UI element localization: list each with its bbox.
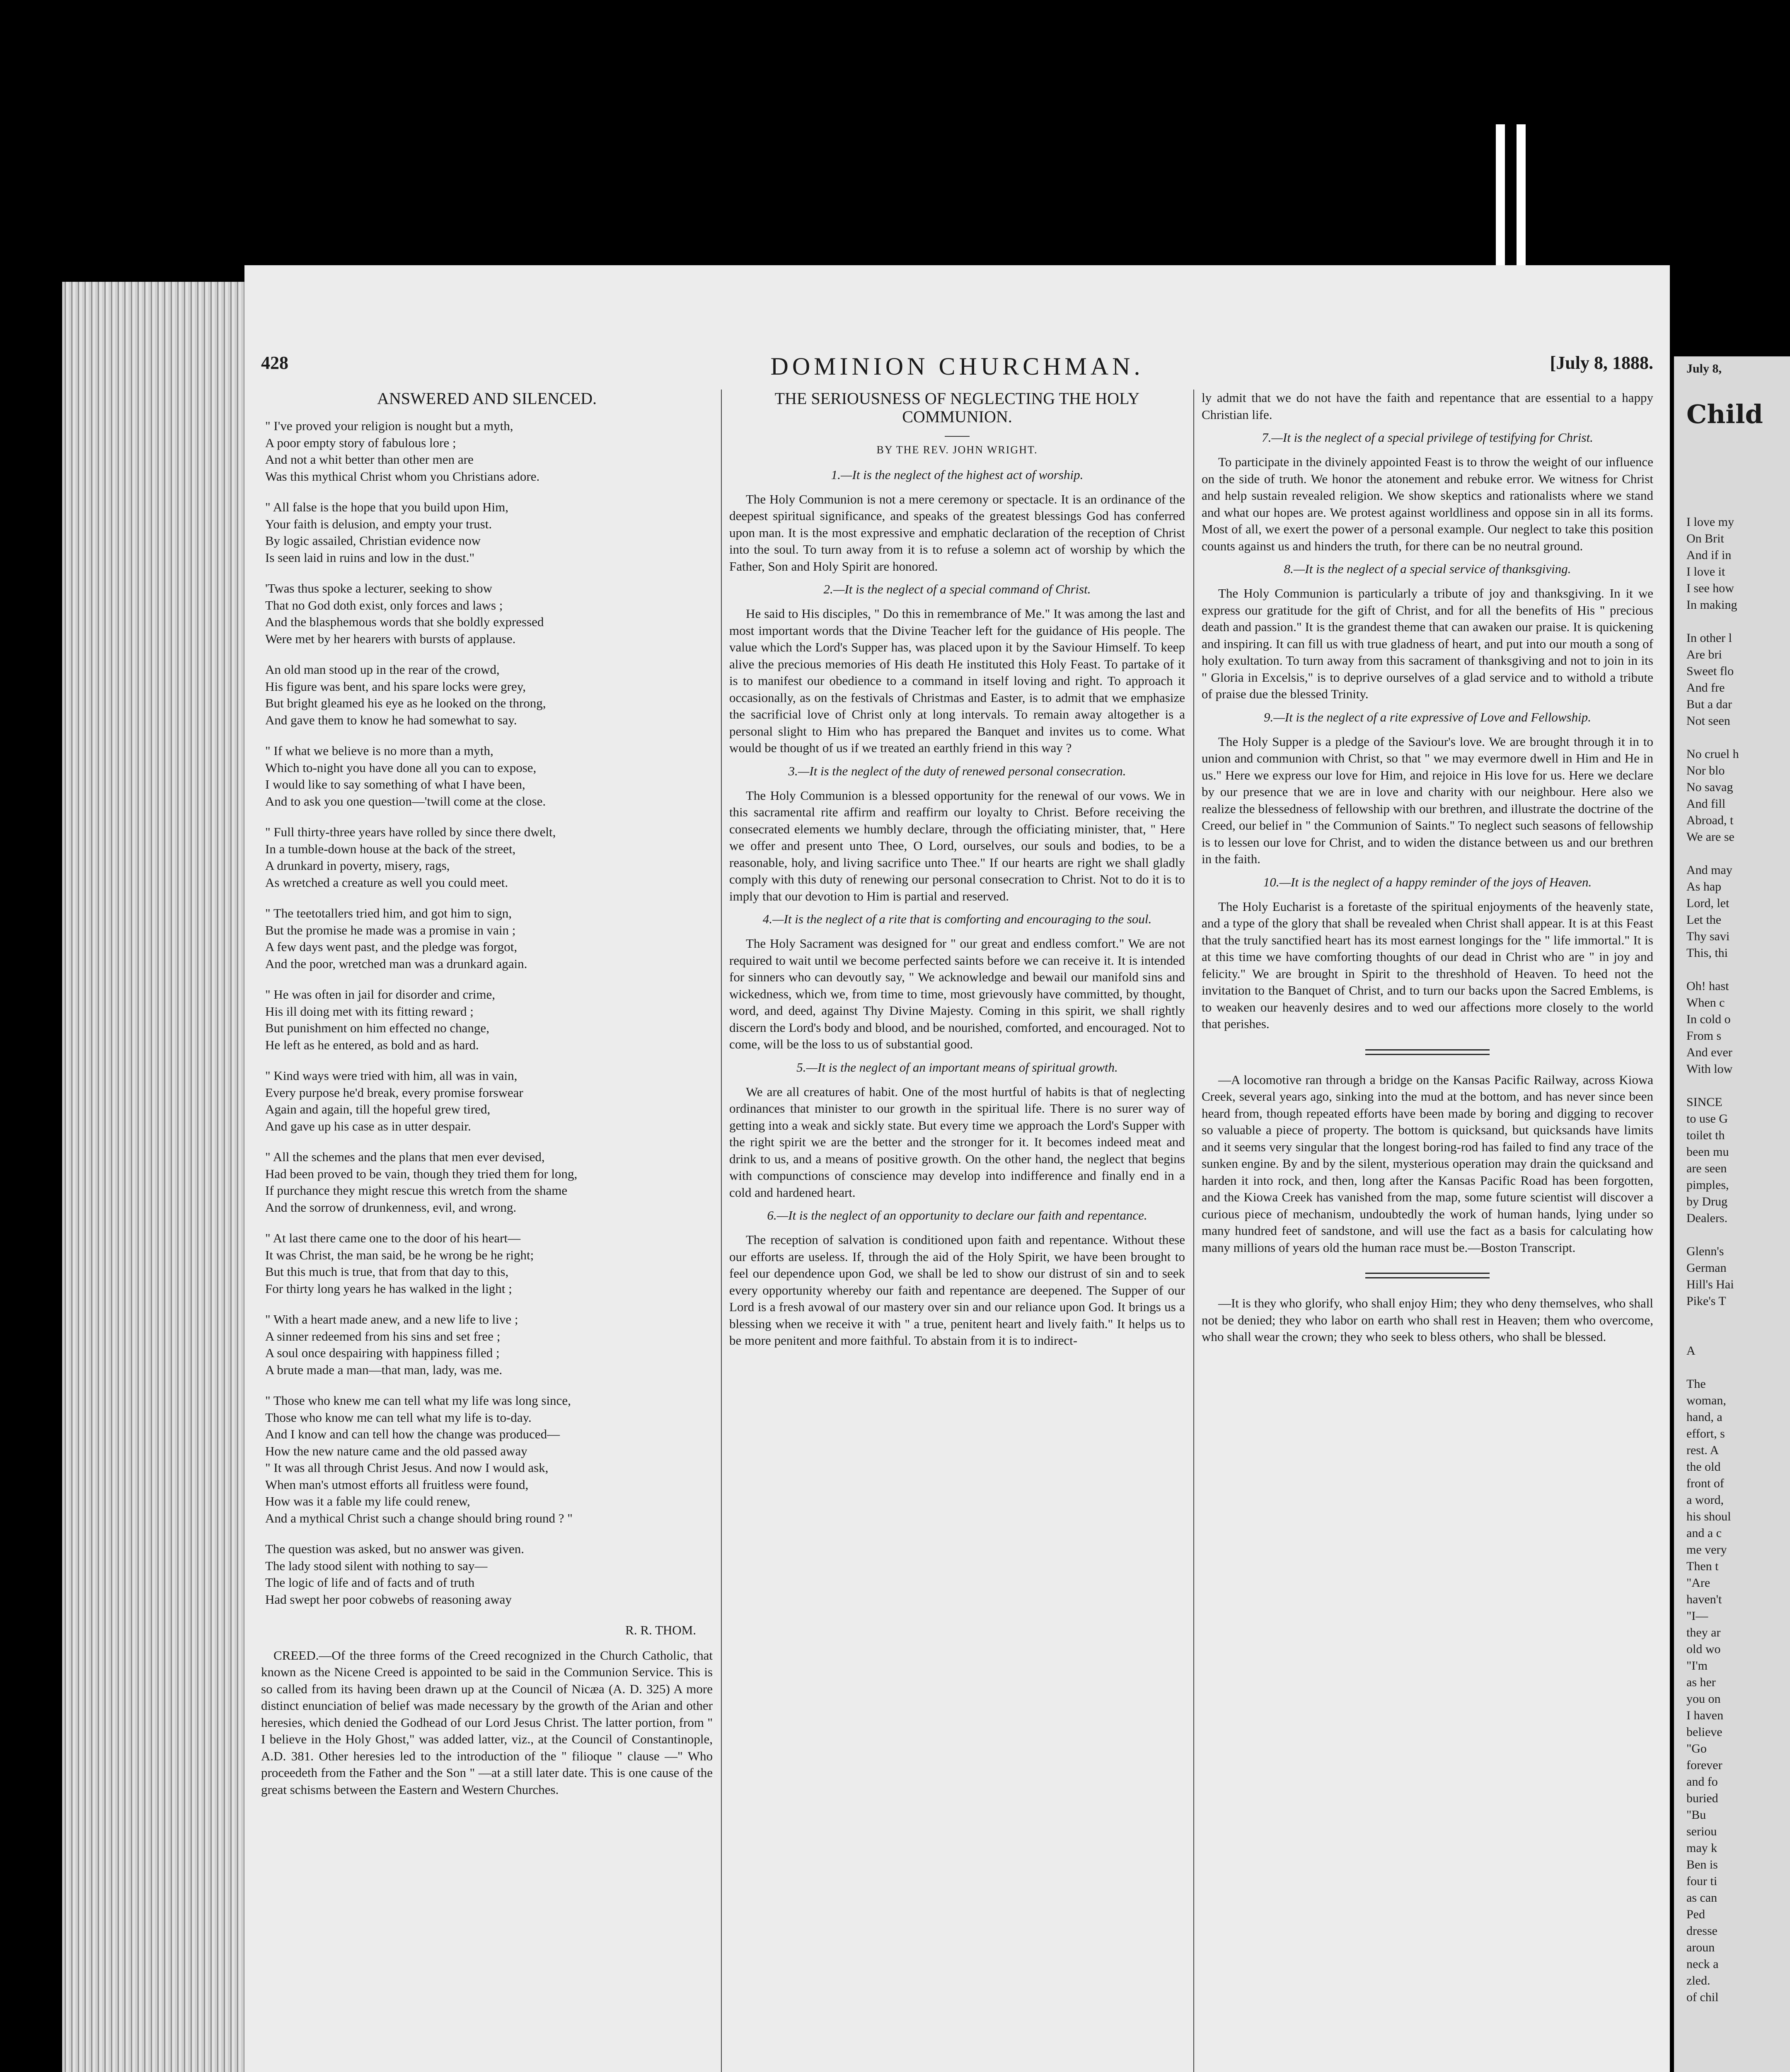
article-paragraph: The Holy Communion is particularly a tribute of joy and thanksgiving. In it we express our gratitude for the gift of Christ, and for all the benefits of His " precious death and passion." It is the grandest theme that can awaken our praise. It is quickening and inspiring. It can fill us with true gladness of heart, and put into our mouth a song of holy exultation. To turn away from this sacrament of thanksgiving and not to join in its " Gloria in Excelsis," is to deprive ourselves of a glad service and to withold a tribute of praise due the blessed Trinity. <box>1202 586 1653 701</box>
column-continuation <box>1202 390 1653 2072</box>
poem-stanzas <box>261 418 713 1608</box>
article-paragraph: He said to His disciples, " Do this in remembrance of Me." It was among the last and most important words that the Divine Teacher left for the guidance of His people. The value which the Lord's Supper has, was placed upon it by the Saviour Himself. To keep alive the precious memories of His death He instituted this Holy Feast. To partake of it is to manifest our obedience to a command in itself loving and right. To approach it occasionally, as on the festivals of Christmas and Easter, is to admit that we emphasize the sacrificial love of Christ only at long intervals. To remain away altogether is a personal slight to Him who has prepared the Banquet and invites us to come. What would be thought of us if we treated an earthly friend in this way ? <box>729 606 1185 755</box>
section-separator <box>1365 1273 1490 1278</box>
article-paragraph: The Holy Communion is a blessed opportunity for the renewal of our vows. We in this sacramental rite affirm and reaffirm our loyalty to Christ. Before receiving the consecrated elements we humbly declare, through the officiating minister, that, " Here we offer and present unto Thee, O Lord, ourselves, our souls and bodies, to be a reasonable, holy, and living sacrifice unto Thee." If our hearts are right we shall gladly comply with this duty of renewing our personal consecration to Christ. Not to do it is to imply that our devotion to Him is partial and reserved. <box>729 788 1185 903</box>
article-paragraph: The Holy Communion is not a mere ceremony or spectacle. It is an ordinance of the deepest spiritual significance, and speaks of the greatest blessings God has conferred upon man. It is the most expressive and emphatic declaration of the reception of Christ into the soul. To turn away from it is to refuse a solemn act of worship by which the Father, Son and Holy Spirit are honored. <box>729 491 1185 574</box>
poem-stanza: " At last there came one to the door of his heart— It was Christ, the man said, be he wrong be he right; But this much is true, that from that day to this, For thirty long years he has walked in the light ; <box>265 1231 534 1296</box>
creed-article <box>261 1647 713 1798</box>
section-heading: 6.—It is the neglect of an opportunity to declare our faith and repentance. <box>767 1208 1147 1222</box>
section-heading: 5.—It is the neglect of an important means of spiritual growth. <box>796 1060 1118 1075</box>
article-paragraph: The Holy Supper is a pledge of the Saviour's love. We are brought through it in to union and communion with Christ, so that " we may evermore dwell in Him and He in us." Here we express our love for Him, and rejoice in His love for us. Here we declare by our presence that we are in love and charity with our neighbour. Here also we realize the blessedness of fellowship with our brethren, and illustrate the doctrine of the Creed, our belief in " the Communion of Saints." To neglect such seasons of fellowship is to lessen our love for Christ, and to widen the distance between us and our brethren in the faith. <box>1202 734 1653 866</box>
masthead: DOMINION CHURCHMAN. <box>770 353 1144 380</box>
facing-page <box>1674 356 1790 2072</box>
section-heading: 1.—It is the neglect of the highest act of worship. <box>831 467 1084 482</box>
section-heading: 3.—It is the neglect of the duty of renewed personal consecration. <box>788 763 1126 778</box>
poem-stanza: An old man stood up in the rear of the crowd, His figure was bent, and his spare locks were grey, But bright gleamed his eye as he looked on the throng, And gave them to know he had somewhat to say. <box>265 662 546 727</box>
page-header <box>261 352 1653 381</box>
locomotive-item: —A locomotive ran through a bridge on the Kansas Pacific Railway, across Kiowa Creek, several years ago, sinking into the mud at the bottom, and has never since been heard from, though repeated efforts have been made by boring and digging to recover so valuable a piece of property. The bottom is quicksand, but quicksands have limits and it seems very singular that the longest boring-rod has failed to find any trace of the sunken engine. By and by the silent, mysterious operation may drain the quicksand and harden it into rock, and then, long after the Kansas Pacific Road has been forgotten, and the Kiowa Creek has vanished from the map, some future scientist will discover a curious piece of mechanism, undoubtedly the work of human hands, lying under so many hundred feet of sandstone, and will use the fact as a basis for calculating how many millions of years old the human race must be.—Boston Transcript. <box>1202 1072 1653 1255</box>
article-paragraph: To participate in the divinely appointed Feast is to throw the weight of our influence on the side of truth. We honor the atonement and rebuke error. We witness for Christ and help sustain revealed religion. We show skeptics and rationalists where we stand and what our hopes are. We protest against worldliness and oppose sin in all its forms. Most of all, we exert the power of a personal example. Our neglect to take this position counts against us and hinders the truth, for there can be no neutral ground. <box>1202 455 1653 553</box>
article-body <box>729 467 1185 1349</box>
poem-stanza: " Kind ways were tried with him, all was in vain, Every purpose he'd break, every promise forswear Again and again, till the hopeful grew tired, And gave up his case as in utter despair. <box>265 1068 523 1133</box>
poem-signature: R. R. THOM. <box>625 1623 696 1637</box>
article-title: THE SERIOUSNESS OF NEGLECTING THE HOLY COMMUNION. <box>774 390 1140 426</box>
column-poem <box>261 390 713 2072</box>
column-article <box>729 390 1185 2072</box>
section-heading: 10.—It is the neglect of a happy reminder of the joys of Heaven. <box>1263 874 1592 889</box>
section-separator <box>1365 1049 1490 1055</box>
poem-stanza: " All false is the hope that you build upon Him, Your faith is delusion, and empty your trust. By logic assailed, Christian evidence now Is seen laid in ruins and low in the dust." <box>265 500 508 565</box>
continued-paragraph: ly admit that we do not have the faith and repentance that are essential to a happy Christian life. <box>1202 390 1653 422</box>
section-heading: 9.—It is the neglect of a rite expressive of Love and Fellowship. <box>1263 709 1592 724</box>
poem-stanza: The question was asked, but no answer was given. The lady stood silent with nothing to say— The logic of life and of facts and of truth Had swept her poor cobwebs of reasoning away <box>265 1542 525 1607</box>
poem-stanza: " He was often in jail for disorder and crime, His ill doing met with its fitting reward ; But punishment on him effected no change, He left as he entered, as bold and as hard. <box>265 987 495 1052</box>
page-number: 428 <box>261 353 288 373</box>
poem-stanza: " I've proved your religion is nought but a myth, A poor empty story of fabulous lore ; And not a whit better than other men are Was this mythical Christ whom you Christians adore. <box>265 419 540 484</box>
poem-stanza: 'Twas thus spoke a lecturer, seeking to show That no God doth exist, only forces and laws ; And the blasphemous words that she boldly expressed Were met by her hearers with bursts of applause. <box>265 581 544 646</box>
section-heading: 8.—It is the neglect of a special service of thanksgiving. <box>1284 562 1571 576</box>
title-rule <box>945 436 970 437</box>
poem-stanza: " If what we believe is no more than a myth, Which to-night you have done all you can to expose, I would like to say something of what I have been, And to ask you one question—'twill come at the close. <box>265 743 546 808</box>
poem-stanza: " All the schemes and the plans that men ever devised, Had been proved to be vain, though they tried them for long, If purchance they might rescue this wretch from the shame And the sorrow of drunkenness, evil, and wrong. <box>265 1150 578 1215</box>
poem-stanza: " Full thirty-three years have rolled by since there dwelt, In a tumble-down house at the back of the street, A drunkard in poverty, misery, rags, As wretched a creature as well you could meet. <box>265 825 556 890</box>
article-paragraph: We are all creatures of habit. One of the most hurtful of habits is that of neglecting ordinances that minister to our growth in the spiritual life. There is no surer way of getting into a weak and sickly state. But every time we approach the Lord's Supper with the right spirit we are the better and the stronger for it. It becomes indeed meat and drink to us, and a means of positive growth. On the other hand, the neglect that begins with compunctions of conscience may develop into indifference and finally end in a cold and hardened heart. <box>729 1084 1185 1200</box>
article-paragraph: The Holy Eucharist is a foretaste of the spiritual enjoyments of the heavenly state, and a type of the glory that shall be revealed when Christ shall appear. It is at this Feast that the truly sanctified heart has its most earnest longings for the " life immortal." It is at this time we have comforting thoughts of our dead in Christ who are " in joy and felicity." We are brought in Spirit to the threshhold of Heaven. To heed not the invitation to the Banquet of Christ, and to turn our backs upon the Sacred Emblems, is to weaken our heavenly desires and to wed our affections more closely to the world that perishes. <box>1202 899 1653 1031</box>
poem-stanza: " Those who knew me can tell what my life was long since, Those who know me can tell what my life is to-day. And I know and can tell how the change was produced— How the new nature came and the old passed away " It was all through Christ Jesus. And now I would ask, When man's utmost efforts all fruitless were found, How was it a fable my life could renew, And a mythical Christ such a change should bring round ? " <box>265 1393 573 1525</box>
header-date: [July 8, 1888. <box>1550 353 1653 373</box>
article-continuation <box>1202 390 1653 1033</box>
column-rule <box>721 390 722 2072</box>
facing-page-date: July 8, <box>1686 362 1722 375</box>
article-paragraph: The reception of salvation is conditioned upon faith and repentance. Without these our efforts are useless. If, through the aid of the Holy Spirit, we have been brought to feel our dependence upon God, we shall be led to show our distrust of sin and to seek every opportunity whereby our faith and repentance are deepened. The Supper of our Lord is a fresh avowal of our mastery over sin and our reliance upon God. It brings us a blessing when we receive it with " a true, penitent heart and lively faith." It helps us to be more penitent and more faithful. To abstain from it is to indirect- <box>729 1232 1185 1348</box>
article-byline: BY THE REV. JOHN WRIGHT. <box>876 444 1038 456</box>
poem-title: ANSWERED AND SILENCED. <box>377 390 597 408</box>
newspaper-page <box>244 265 1670 2072</box>
creed-paragraph: CREED.—Of the three forms of the Creed recognized in the Church Catholic, that known as the Nicene Creed is appointed to be said in the Communion Service. This is so called from its having been drawn up at the Council of Nicæa (A. D. 325) A more distinct enunciation of belief was made necessary by the growth of the Arian and other heresies, which denied the Godhead of our Lord Jesus Christ. The latter portion, from " I believe in the Holy Ghost," was added latter, viz., at the Council of Constantinople, A.D. 381. Other heresies led to the introduction of the " filioque " clause —" Who proceedeth from the Father and the Son " —at a still later date. This is one cause of the great schisms between the Eastern and Western Churches. <box>261 1648 713 1797</box>
section-heading: 7.—It is the neglect of a special privilege of testifying for Christ. <box>1262 430 1593 445</box>
book-page-edges <box>62 282 244 2072</box>
poem-stanza: " With a heart made anew, and a new life to live ; A sinner redeemed from his sins and set free ; A soul once despairing with happiness filled ; A brute made a man—that man, lady, was me. <box>265 1312 518 1377</box>
poem-stanza: " The teetotallers tried him, and got him to sign, But the promise he made was a promise in vain ; A few days went past, and the pledge was forgot, And the poor, wretched man was a drunkard again. <box>265 906 527 971</box>
section-heading: 4.—It is the neglect of a rite that is comforting and encouraging to the soul. <box>762 912 1152 926</box>
section-heading: 2.—It is the neglect of a special command of Christ. <box>823 582 1091 596</box>
column-rule <box>1193 390 1194 2072</box>
facing-page-heading: Child <box>1686 399 1763 429</box>
facing-page-text: I love my On Brit And if in I love it I see how In making In other l Are bri Sweet flo And fre But a dar Not seen No cruel h Nor blo No savag And fill Abroad, t We are se And may As hap Lord, let Let the Thy savi This, thi Oh! hast When c In cold o From s And ever With low SINCE to use G toilet th been mu are seen pimples, by Drug Dealers. Glenn's German Hill's Hai Pike's T A The woman, hand, a effort, s rest. A the old front of a word, his shoul and a c me very Then t "Are haven't "I— they ar old wo "I'm as her you on I haven believe "Go forever and fo buried "Bu seriou may k Ben is four ti as can Ped dresse aroun neck a zled. of chil <box>1686 515 1739 2004</box>
glorify-item: —It is they who glorify, who shall enjoy Him; they who deny themselves, who shall not be denied; they who labor on earth who shall rest in Heaven; them who overcome, who shall wear the crown; they who seek to bless others, who shall be blessed. <box>1202 1296 1653 1344</box>
article-paragraph: The Holy Sacrament was designed for " our great and endless comfort." We are not required to wait until we become perfected saints before we can receive it. It is intended for sinners who can devoutly say, " We acknowledge and bewail our manifold sins and wickedness, which we, from time to time, most grievously have committed, by thought, word, and deed, against Thy Divine Majesty. Coming in this spirit, we shall rightly discern the Lord's body and blood, and be nourished, comforted, and encouraged. Not to come, will be the loss to us of substantial good. <box>729 936 1185 1051</box>
